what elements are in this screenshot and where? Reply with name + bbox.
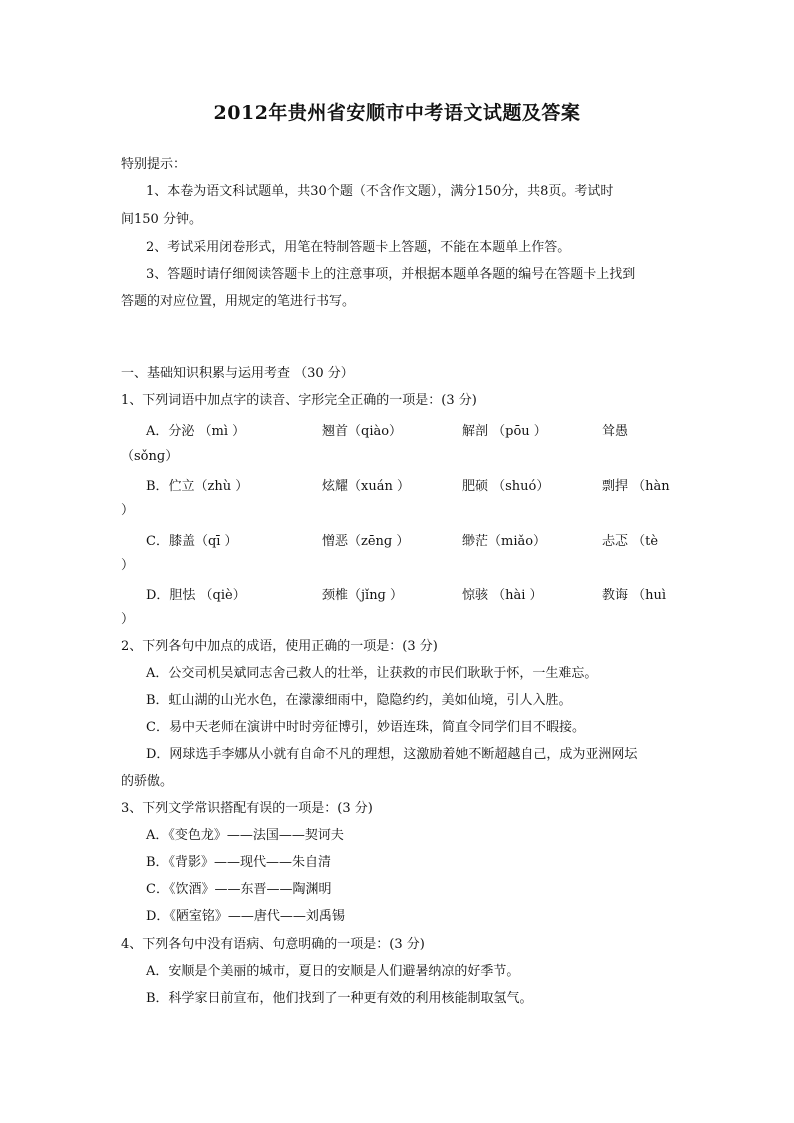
option-word: 教诲 （huì [602, 588, 667, 603]
page-title: 2012年贵州省安顺市中考语文试题及答案 [213, 102, 581, 124]
question-1-stem: 1、下列词语中加点字的读音、字形完全正确的一项是：(3 分) [121, 393, 477, 408]
option-word: 忐忑 （tè [602, 534, 659, 549]
question-4-stem: 4、下列各句中没有语病、句意明确的一项是：(3 分) [121, 937, 425, 952]
question-2-option-b: B．虹山湖的山光水色，在濛濛细雨中，隐隐约约，美如仙境，引人入胜。 [146, 693, 572, 708]
option-word: B．伫立（zhù ） [146, 479, 249, 494]
question-3-option-a: A．《变色龙》——法国——契诃夫 [146, 828, 344, 843]
option-word: 解剖 （pōu ） [462, 424, 547, 439]
question-3-stem: 3、下列文学常识搭配有误的一项是：(3 分) [121, 801, 373, 816]
question-2-option-a: A．公交司机吴斌同志舍己救人的壮举，让获救的市民们耿耿于怀，一生难忘。 [146, 666, 598, 681]
question-3-option-b: B．《背影》——现代——朱自清 [146, 855, 332, 870]
question-4-option-b: B．科学家日前宣布，他们找到了一种更有效的利用核能制取氢气。 [146, 991, 533, 1006]
option-wrap: （sǒnɡ） [121, 449, 179, 464]
notice-heading: 特别提示： [121, 157, 187, 172]
option-word: 颈椎（jǐnɡ ） [322, 588, 404, 603]
option-word: 剽捍 （hàn [602, 479, 670, 494]
question-1-option-a-row [146, 420, 686, 438]
question-2-stem: 2、下列各句中加点的成语，使用正确的一项是：(3 分) [121, 639, 438, 654]
option-word: 耸愚 [602, 424, 629, 439]
question-3-option-c: C．《饮酒》——东晋——陶渊明 [146, 882, 332, 897]
option-wrap: ） [121, 558, 135, 573]
option-word: 炫耀（xuán ） [322, 479, 410, 494]
option-word: 缈茫（miǎo） [462, 534, 547, 549]
question-2-option-d-line-1: D．网球选手李娜从小就有自命不凡的理想，这激励着她不断超越自己，成为亚洲网坛 [146, 747, 638, 762]
option-word: 肥硕 （shuó） [462, 479, 550, 494]
question-3-option-d: D．《陋室铭》——唐代——刘禹锡 [146, 909, 345, 924]
option-wrap: ） [121, 612, 135, 627]
notice-item-1-line-1: 1、本卷为语文科试题单，共30个题（不含作文题），满分150分，共8页。考试时 [146, 184, 614, 199]
question-2-option-d-line-2: 的骄傲。 [121, 774, 174, 789]
option-word: 憎恶（zēnɡ ） [322, 534, 410, 549]
question-2-option-c: C．易中天老师在演讲中时时旁征博引，妙语连珠，简直令同学们目不暇接。 [146, 720, 585, 735]
option-word: 翘首（qiào） [322, 424, 403, 439]
notice-item-2: 2、考试采用闭卷形式，用笔在特制答题卡上答题，不能在本题单上作答。 [146, 240, 571, 255]
option-word: C．膝盖（qī ） [146, 534, 238, 549]
notice-item-3-line-1: 3、答题时请仔细阅读答题卡上的注意事项，并根据本题单各题的编号在答题卡上找到 [146, 267, 636, 282]
notice-item-1-line-2: 间150 分钟。 [121, 212, 202, 227]
question-1-option-c-row [146, 530, 686, 548]
option-word: 惊骇 （hài ） [462, 588, 543, 603]
option-wrap: ） [121, 503, 135, 518]
option-word: A．分泌 （mì ） [146, 424, 246, 439]
option-word: D．胆怯 （qiè） [146, 588, 246, 603]
section-heading: 一、基础知识积累与运用考查 （30 分） [121, 366, 354, 381]
question-1-option-d-row [146, 584, 686, 602]
question-4-option-a: A．安顺是个美丽的城市，夏日的安顺是人们避暑纳凉的好季节。 [146, 964, 520, 979]
notice-item-3-line-2: 答题的对应位置，用规定的笔进行书写。 [121, 294, 356, 309]
question-1-option-b-row [146, 475, 686, 493]
